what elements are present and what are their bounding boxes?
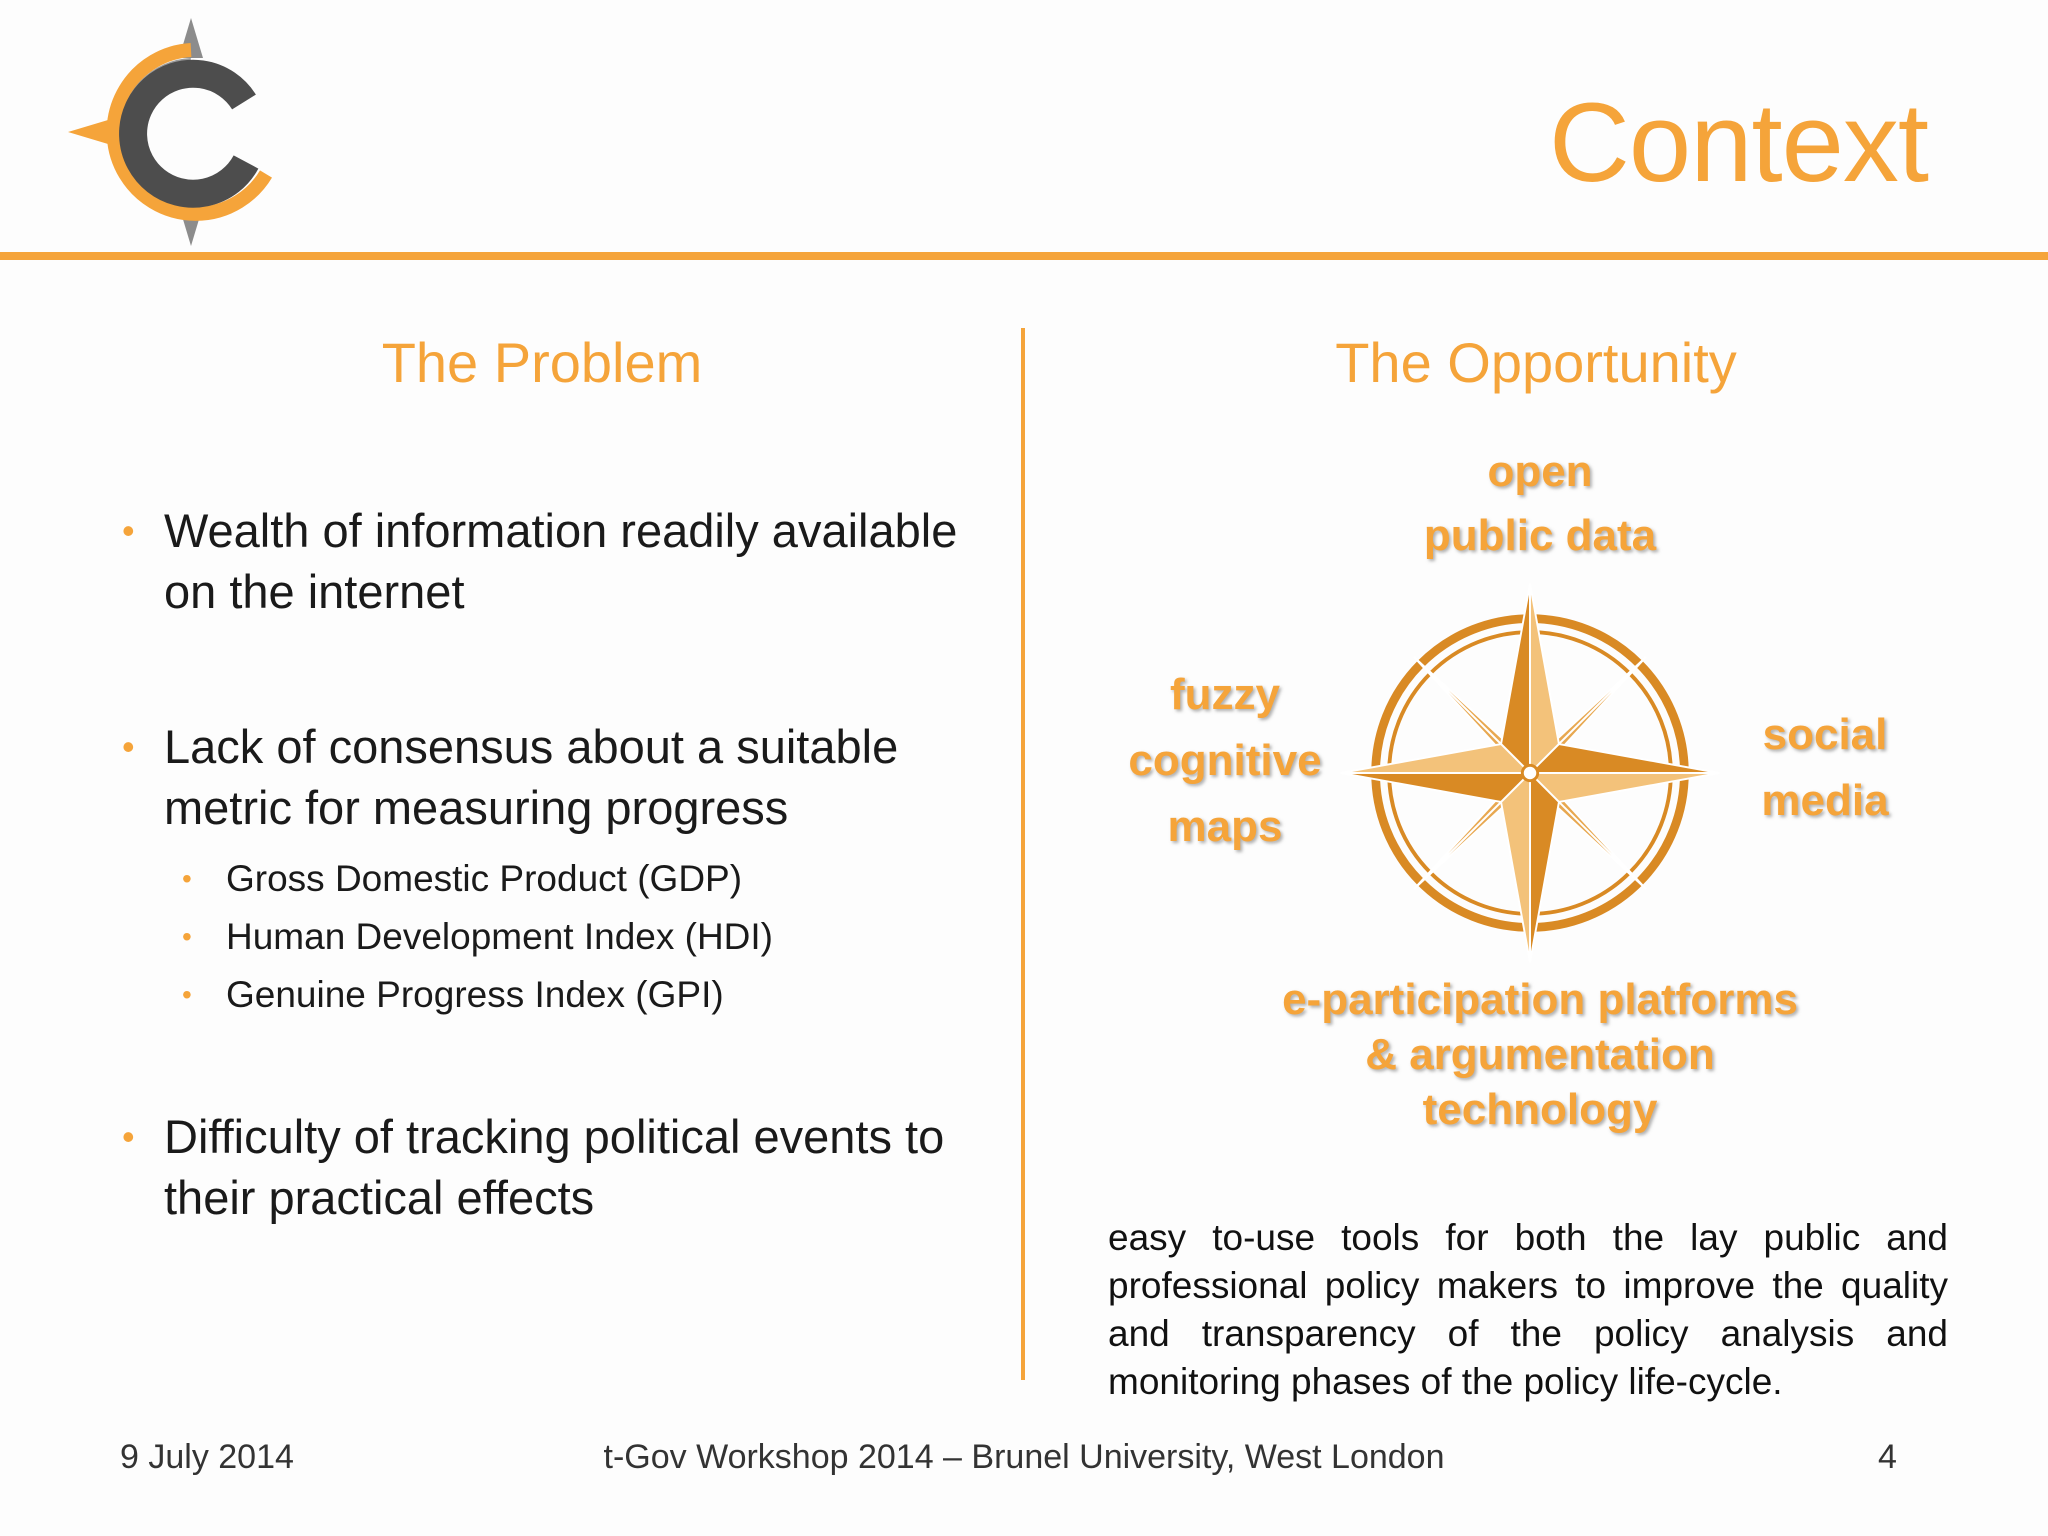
list-item: • Wealth of information readily available on the internet	[118, 500, 998, 622]
sublist-item: • Human Development Index (HDI)	[164, 908, 998, 966]
sublist-item: • Genuine Progress Index (GPI)	[164, 966, 998, 1024]
label-line: cognitive	[1128, 736, 1322, 785]
compass-rose-icon	[1337, 580, 1723, 966]
column-divider	[1021, 328, 1025, 1380]
label-line: technology	[1422, 1085, 1658, 1134]
problem-list	[118, 500, 998, 1322]
slide-title: Context	[1549, 80, 1928, 205]
footer-date: 9 July 2014	[120, 1438, 294, 1476]
problem-heading: The Problem	[381, 331, 703, 394]
header-divider	[0, 252, 2048, 260]
opportunity-heading: The Opportunity	[1335, 331, 1737, 394]
label-line: media	[1761, 776, 1889, 825]
compass-label-right	[1740, 702, 1910, 834]
label-line: e-participation platforms	[1282, 975, 1798, 1024]
label-line: social	[1762, 710, 1888, 759]
list-item-text: Lack of consensus about a suitable metric for measuring progress	[164, 720, 899, 834]
compass-label-top	[1380, 440, 1700, 568]
compass-logo-icon	[66, 14, 276, 250]
label-line: & argumentation	[1365, 1030, 1715, 1079]
footer-event: t-Gov Workshop 2014 – Brunel University, West London	[603, 1438, 1445, 1476]
metric-sublist	[164, 850, 998, 1024]
compass-label-bottom	[1230, 972, 1850, 1137]
list-item: • Difficulty of tracking political events to their practical effects	[118, 1106, 998, 1228]
label-line: maps	[1167, 802, 1283, 851]
sublist-item: • Gross Domestic Product (GDP)	[164, 850, 998, 908]
label-line: fuzzy	[1170, 670, 1280, 719]
opportunity-description: easy to-use tools for both the lay public and professional policy makers to improve the quality and transparency of the policy analysis and monitoring phases of the policy life-cycle.	[1108, 1217, 1948, 1402]
label-line: public data	[1423, 511, 1657, 560]
compass-label-left	[1110, 662, 1340, 860]
label-line: open	[1487, 447, 1593, 496]
list-item	[118, 716, 998, 1024]
page-number: 4	[1878, 1438, 1897, 1476]
